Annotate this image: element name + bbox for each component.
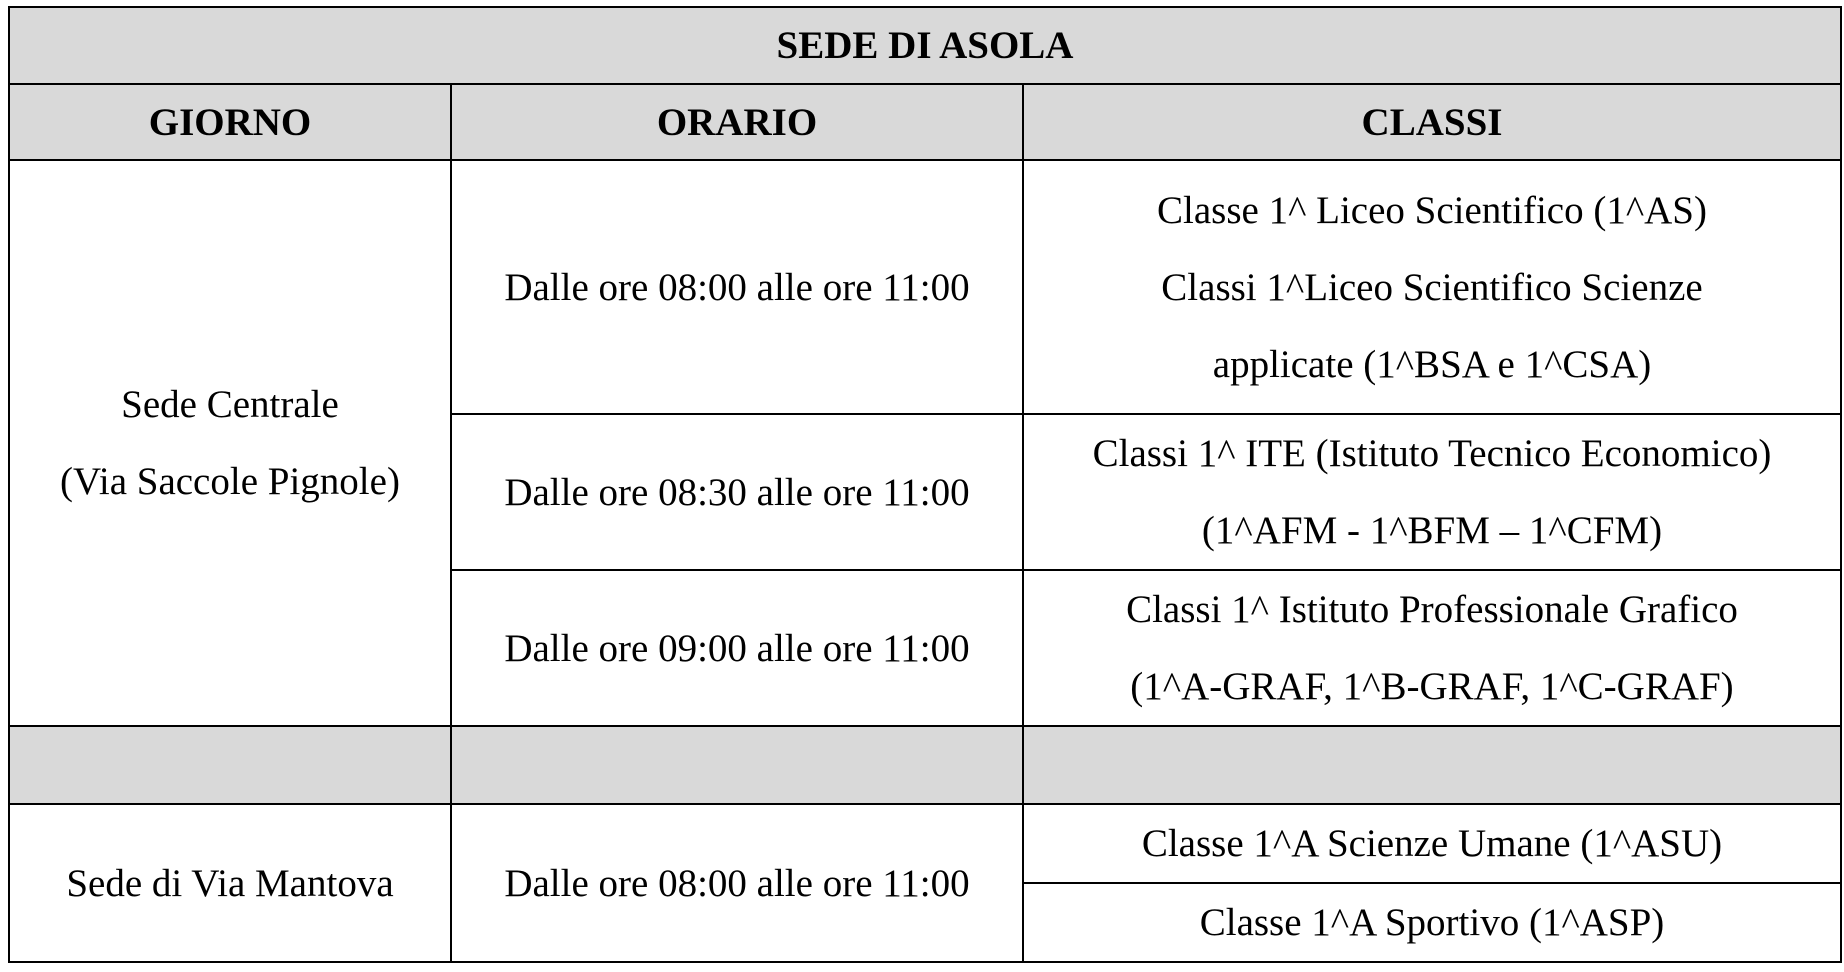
classi-cell: [1023, 414, 1841, 570]
orario-cell: [451, 414, 1023, 570]
classi-line: applicate (1^BSA e 1^CSA): [1212, 342, 1652, 386]
separator-cell: [9, 726, 451, 804]
classi-line: Classe 1^A Sportivo (1^ASP): [1199, 901, 1665, 944]
orario-cell: [451, 570, 1023, 726]
sede-mantova-name: Sede di Via Mantova: [66, 861, 394, 905]
orario-cell: [451, 804, 1023, 962]
orario-text: Dalle ore 08:30 alle ore 11:00: [504, 470, 970, 514]
table-row: [9, 160, 1841, 414]
sede-mantova-cell: [9, 804, 451, 962]
classi-cell: [1023, 804, 1841, 883]
header-giorno: GIORNO: [9, 84, 451, 160]
schedule-table: [8, 6, 1842, 963]
classi-cell: [1023, 883, 1841, 962]
header-row: [9, 84, 1841, 160]
table-title: SEDE DI ASOLA: [9, 7, 1841, 84]
classi-line: (1^A-GRAF, 1^B-GRAF, 1^C-GRAF): [1130, 665, 1734, 708]
orario-text: Dalle ore 09:00 alle ore 11:00: [504, 626, 970, 670]
sede-centrale-cell: [9, 160, 451, 726]
separator-cell: [1023, 726, 1841, 804]
orario-text: Dalle ore 08:00 alle ore 11:00: [504, 265, 970, 309]
classi-line: Classe 1^A Scienze Umane (1^ASU): [1141, 822, 1723, 865]
classi-line: (1^AFM - 1^BFM – 1^CFM): [1201, 509, 1663, 552]
table-row: [9, 804, 1841, 883]
title-row: [9, 7, 1841, 84]
classi-line: Classe 1^ Liceo Scientifico (1^AS): [1157, 188, 1707, 232]
header-orario: ORARIO: [451, 84, 1023, 160]
classi-line: Classi 1^Liceo Scientifico Scienze: [1161, 265, 1703, 309]
separator-cell: [451, 726, 1023, 804]
orario-text: Dalle ore 08:00 alle ore 11:00: [504, 861, 970, 905]
classi-line: Classi 1^ Istituto Professionale Grafico: [1126, 588, 1738, 631]
separator-row: [9, 726, 1841, 804]
sede-centrale-name: Sede Centrale: [121, 383, 339, 426]
orario-cell: [451, 160, 1023, 414]
classi-cell: [1023, 160, 1841, 414]
classi-line: Classi 1^ ITE (Istituto Tecnico Economico): [1092, 432, 1772, 475]
classi-cell: [1023, 570, 1841, 726]
header-classi: CLASSI: [1023, 84, 1841, 160]
sede-centrale-address: (Via Saccole Pignole): [60, 460, 400, 503]
schedule-table-wrapper: [8, 6, 1842, 963]
